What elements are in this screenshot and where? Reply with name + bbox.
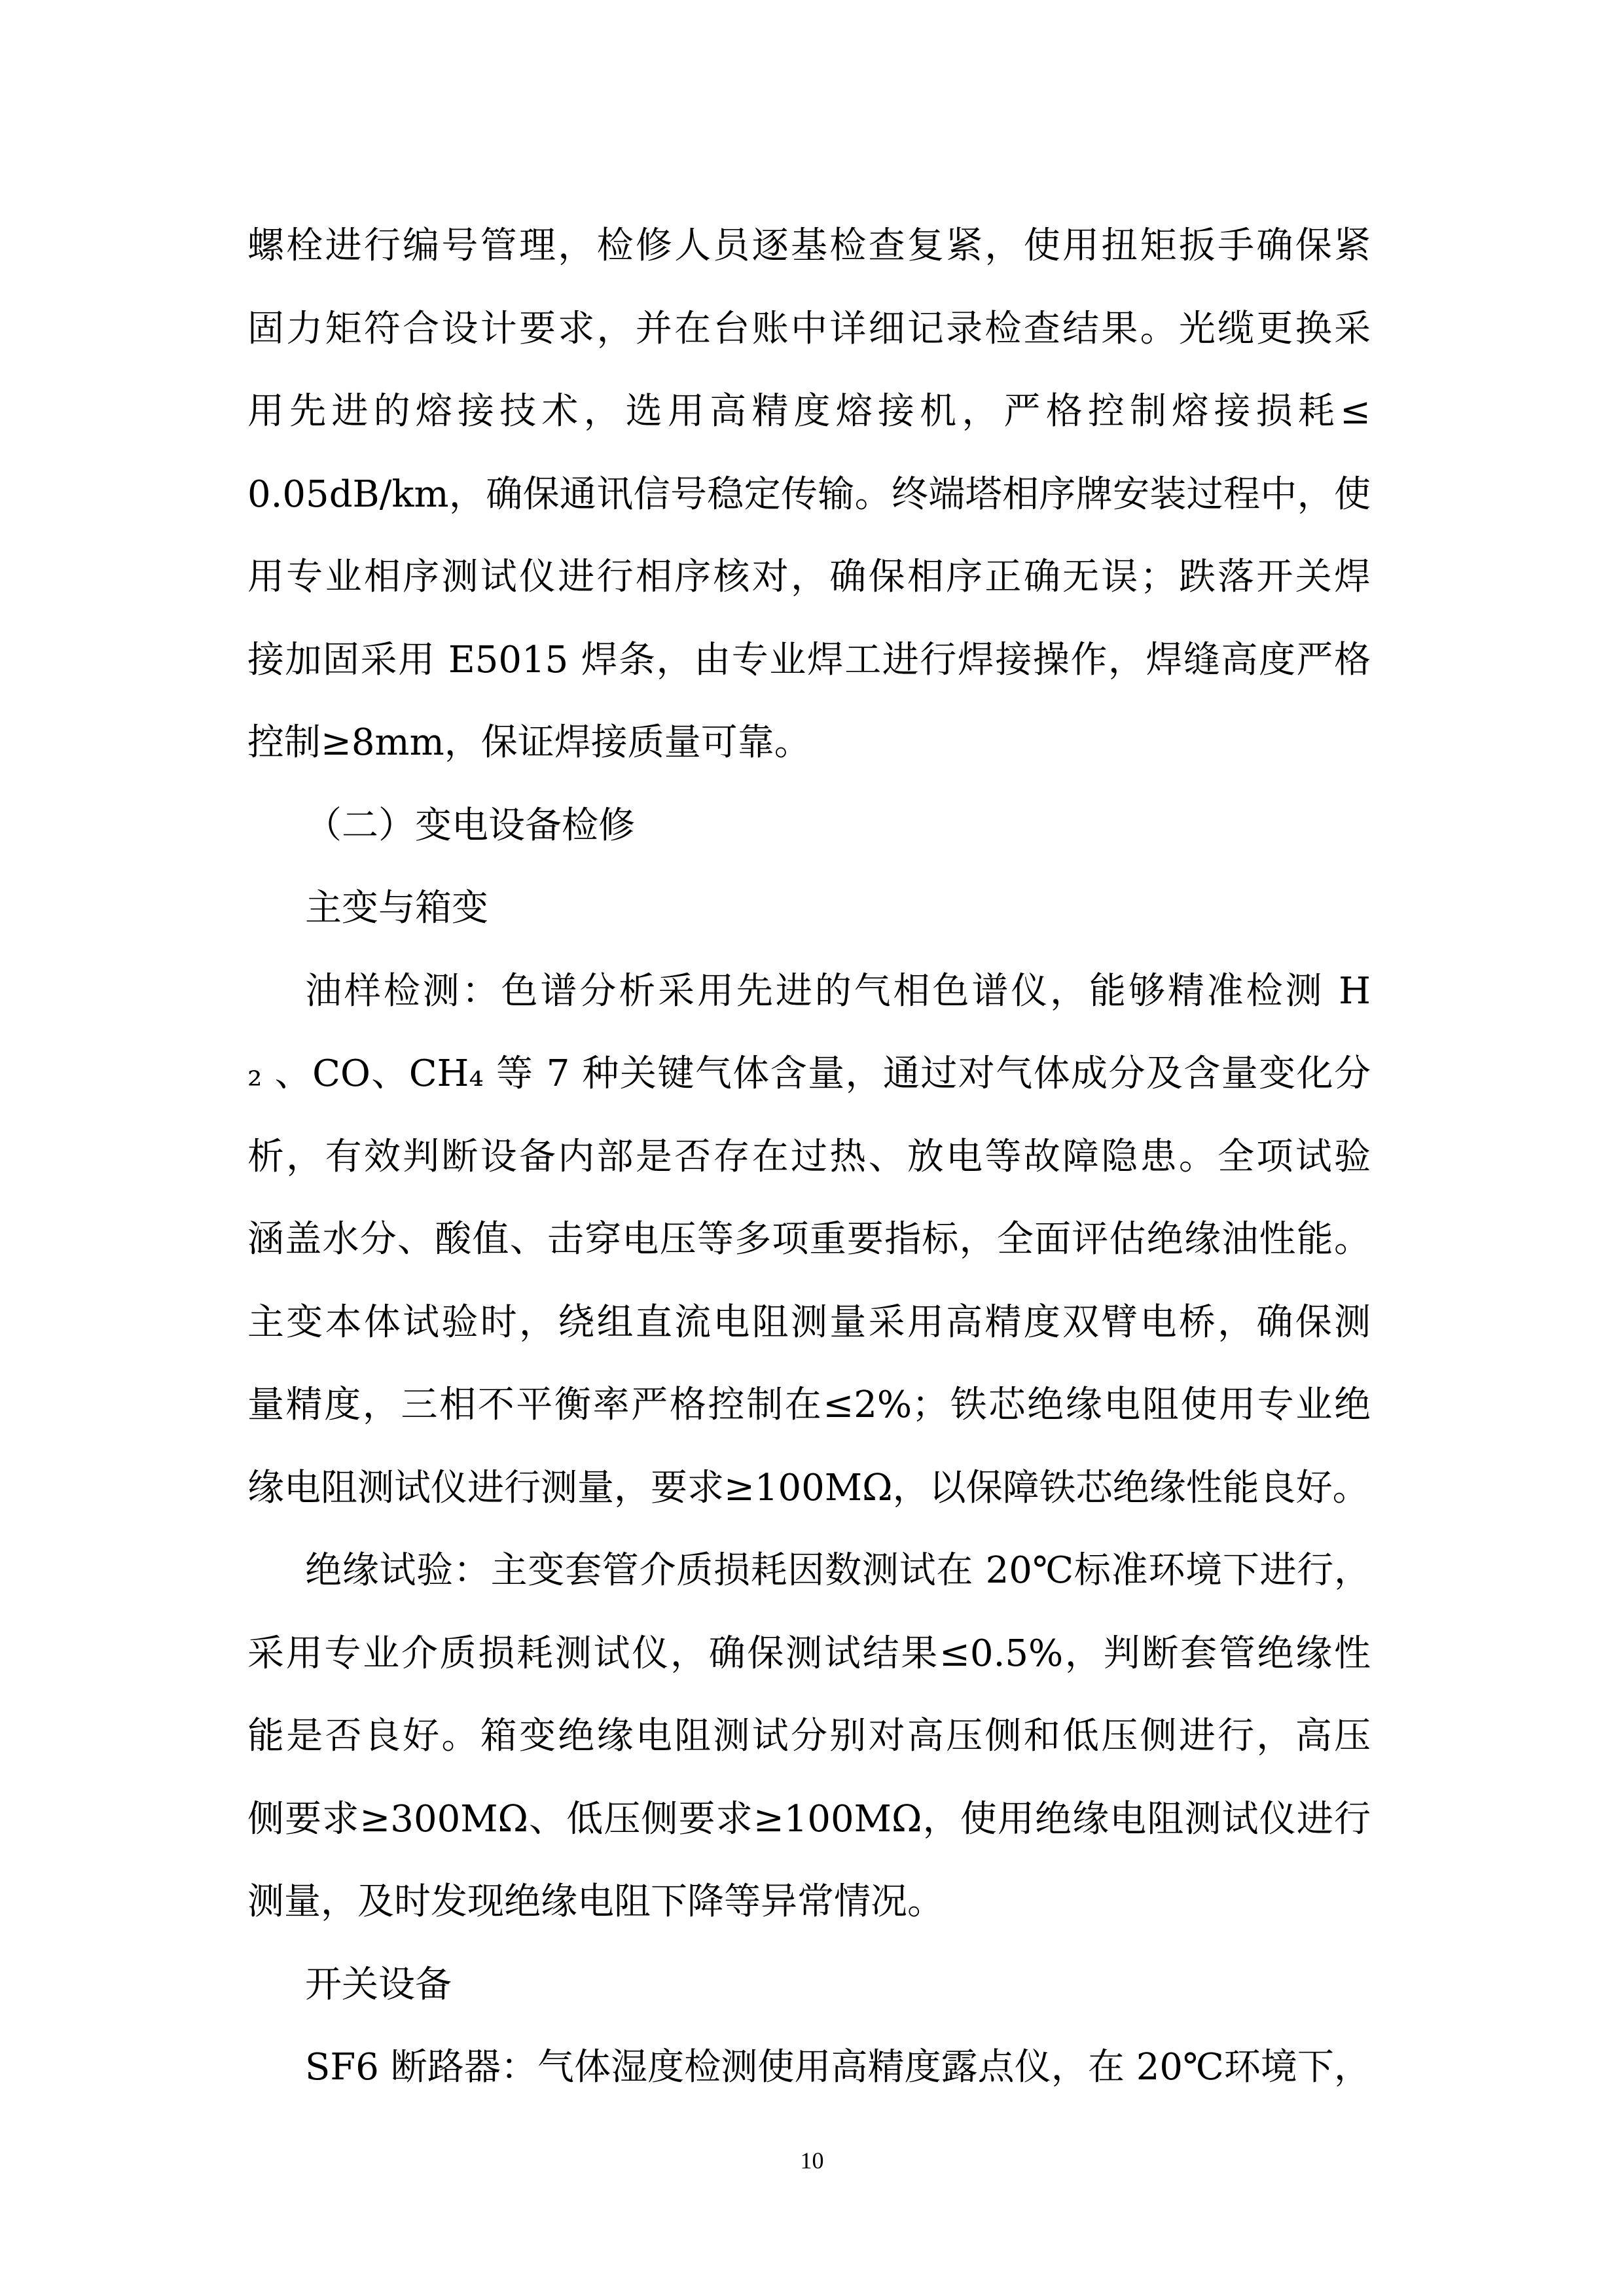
paragraph-line: 量精度，三相不平衡率严格控制在≤2%；铁芯绝缘电阻使用专业绝 [247,1384,1371,1426]
section-heading: （二）变电设备检修 [305,804,635,847]
paragraph-line: ₂ 、CO、CH₄ 等 7 种关键气体含量，通过对气体成分及含量变化分 [247,1052,1371,1095]
paragraph-line: 螺栓进行编号管理，检修人员逐基检查复紧，使用扭矩扳手确保紧 [247,224,1371,267]
paragraph-line: 涵盖水分、酸值、击穿电压等多项重要指标，全面评估绝缘油性能。 [247,1218,1371,1261]
paragraph-line: 接加固采用 E5015 焊条，由专业焊工进行焊接操作，焊缝高度严格 [247,638,1371,681]
paragraph-line: 用先进的熔接技术，选用高精度熔接机，严格控制熔接损耗≤ [247,390,1371,433]
section-heading: 主变与箱变 [305,887,488,929]
paragraph-line: 能是否良好。箱变绝缘电阻测试分别对高压侧和低压侧进行，高压 [247,1715,1371,1757]
section-heading: 开关设备 [305,1963,452,2006]
paragraph-line: SF6 断路器：气体湿度检测使用高精度露点仪，在 20℃环境下， [305,2046,1371,2089]
paragraph-line: 油样检测：色谱分析采用先进的气相色谱仪，能够精准检测 H [305,969,1371,1013]
paragraph-line: 主变本体试验时，绕组直流电阻测量采用高精度双臂电桥，确保测 [247,1300,1371,1344]
paragraph-line: 析，有效判断设备内部是否存在过热、放电等故障隐患。全项试验 [247,1135,1371,1178]
paragraph-line: 测量，及时发现绝缘电阻下降等异常情况。 [247,1880,944,1923]
paragraph-line: 缘电阻测试仪进行测量，要求≥100MΩ，以保障铁芯绝缘性能良好。 [247,1466,1369,1509]
paragraph-line: 采用专业介质损耗测试仪，确保测试结果≤0.5%，判断套管绝缘性 [247,1632,1371,1675]
paragraph-line: 固力矩符合设计要求，并在台账中详细记录检查结果。光缆更换采 [247,307,1371,350]
page-number: 10 [800,2147,824,2174]
paragraph-line: 侧要求≥300MΩ、低压侧要求≥100MΩ，使用绝缘电阻测试仪进行 [247,1797,1371,1840]
paragraph-line: 用专业相序测试仪进行相序核对，确保相序正确无误；跌落开关焊 [247,556,1371,598]
paragraph-line: 绝缘试验：主变套管介质损耗因数测试在 20℃标准环境下进行， [305,1549,1371,1592]
paragraph-line: 0.05dB/km，确保通讯信号稳定传输。终端塔相序牌安装过程中，使 [247,473,1371,516]
paragraph-line: 控制≥8mm，保证焊接质量可靠。 [247,721,811,764]
body-text [247,205,1371,2109]
